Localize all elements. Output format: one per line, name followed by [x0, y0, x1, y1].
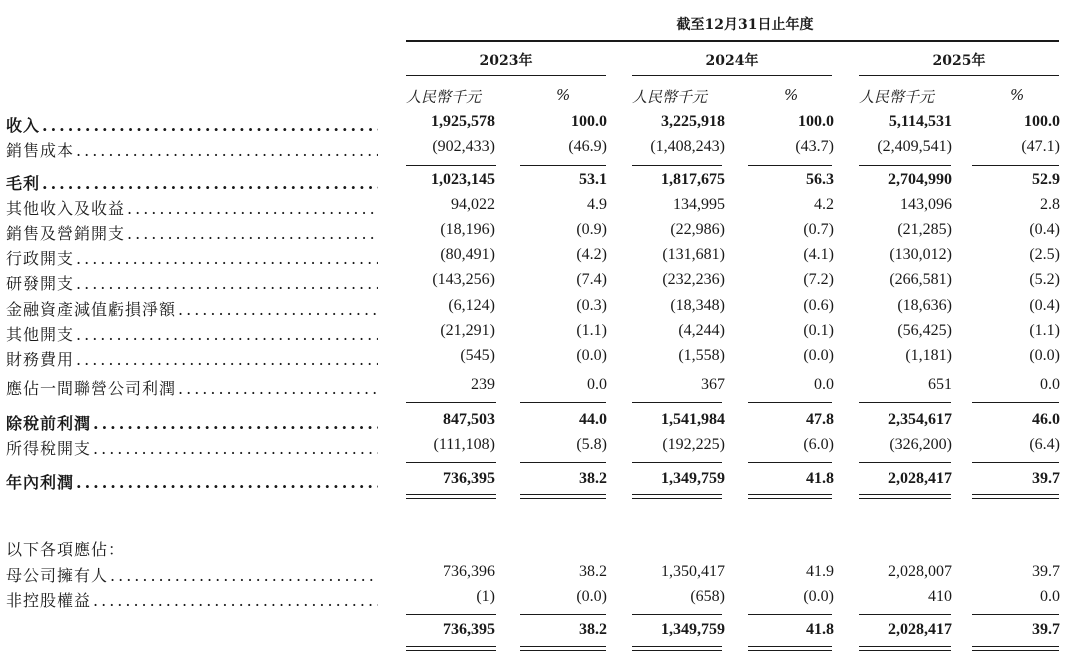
period-rule: [406, 40, 1059, 42]
cell-2023-rmb: (545): [460, 347, 495, 364]
cell-2025-pct: (5.2): [1029, 271, 1060, 288]
table-row: [0, 297, 1080, 321]
cell-2024-rmb: 1,541,984: [661, 411, 725, 428]
cell-2025-pct: (0.4): [1029, 221, 1060, 238]
cell-2025-rmb: 5,114,531: [888, 113, 952, 130]
total-double-rule: [632, 494, 722, 499]
row-label: 其他開支: [6, 325, 75, 344]
subtotal-rule: [859, 165, 951, 166]
table-row: [0, 621, 1080, 645]
total-double-rule: [859, 646, 951, 651]
unit-pct-2023: %: [556, 86, 571, 104]
subtotal-rule: [520, 402, 606, 403]
year-2024-header: 2024年: [705, 53, 759, 69]
row-label: 非控股權益: [6, 591, 92, 610]
cell-2024-pct: (0.7): [803, 221, 834, 238]
cell-2025-pct: (1.1): [1029, 322, 1060, 339]
row-label: 財務費用: [6, 350, 75, 369]
cell-2024-rmb: 1,349,759: [661, 621, 725, 638]
cell-2025-pct: 39.7: [1032, 563, 1060, 580]
cell-2024-pct: 4.2: [814, 196, 834, 213]
cell-2024-rmb: 1,350,417: [661, 563, 725, 580]
table-row: [0, 411, 1080, 435]
table-row: [0, 563, 1080, 587]
cell-2023-pct: (0.0): [576, 347, 607, 364]
subtotal-rule: [632, 402, 722, 403]
cell-2024-pct: 56.3: [806, 171, 834, 188]
cell-2025-rmb: (1,181): [905, 347, 952, 364]
row-label: 毛利: [6, 174, 41, 193]
cell-2025-rmb: 2,028,417: [888, 621, 952, 638]
row-label: 研發開支: [6, 274, 75, 293]
cell-2025-pct: (0.4): [1029, 297, 1060, 314]
cell-2023-rmb: 736,396: [443, 563, 495, 580]
cell-2023-pct: (0.9): [576, 221, 607, 238]
unit-rmb-2025: 人民幣千元: [859, 88, 935, 106]
subtotal-rule: [632, 462, 722, 463]
cell-2024-pct: (6.0): [803, 436, 834, 453]
table-row: [0, 470, 1080, 494]
cell-2023-rmb: 1,925,578: [431, 113, 495, 130]
cell-2024-rmb: 134,995: [673, 196, 725, 213]
table-row: [0, 347, 1080, 371]
cell-2025-pct: 0.0: [1040, 588, 1060, 605]
cell-2023-rmb: (21,291): [440, 322, 495, 339]
cell-2023-rmb: 847,503: [443, 411, 495, 428]
total-double-rule: [748, 646, 832, 651]
cell-2025-pct: 2.8: [1040, 196, 1060, 213]
table-row: [0, 246, 1080, 270]
table-row: [0, 113, 1080, 137]
cell-2025-pct: 52.9: [1032, 171, 1060, 188]
unit-pct-2025: %: [1010, 86, 1025, 104]
cell-2024-rmb: (1,408,243): [650, 138, 725, 155]
cell-2024-pct: (4.1): [803, 246, 834, 263]
cell-2024-pct: 41.8: [806, 470, 834, 487]
cell-2023-pct: 100.0: [571, 113, 607, 130]
subtotal-rule: [748, 165, 832, 166]
cell-2024-pct: (7.2): [803, 271, 834, 288]
cell-2023-pct: 53.1: [579, 171, 607, 188]
subtotal-rule: [520, 614, 606, 615]
cell-2024-pct: 47.8: [806, 411, 834, 428]
row-label: 行政開支: [6, 249, 75, 268]
row-label: 應佔一間聯營公司利潤: [6, 379, 177, 398]
subtotal-rule: [406, 462, 496, 463]
cell-2023-pct: 38.2: [579, 470, 607, 487]
table-row: [0, 322, 1080, 346]
cell-2023-rmb: (902,433): [432, 138, 495, 155]
cell-2025-rmb: (266,581): [889, 271, 952, 288]
cell-2024-pct: 100.0: [798, 113, 834, 130]
cell-2023-rmb: (18,196): [440, 221, 495, 238]
attributable-heading: 以下各項應佔：: [6, 540, 126, 559]
row-label: 年內利潤: [6, 473, 75, 492]
cell-2024-rmb: (22,986): [670, 221, 725, 238]
subtotal-rule: [748, 614, 832, 615]
cell-2025-rmb: (2,409,541): [877, 138, 952, 155]
cell-2024-rmb: (658): [690, 588, 725, 605]
row-label: 金融資產減值虧損淨額: [6, 300, 177, 319]
cell-2025-pct: (6.4): [1029, 436, 1060, 453]
cell-2023-pct: 4.9: [587, 196, 607, 213]
subtotal-rule: [406, 402, 496, 403]
year-2025-header: 2025年: [932, 53, 986, 69]
subtotal-rule: [632, 614, 722, 615]
total-double-rule: [748, 494, 832, 499]
row-label: 所得稅開支: [6, 439, 92, 458]
cell-2024-rmb: (131,681): [662, 246, 725, 263]
cell-2023-pct: 0.0: [587, 376, 607, 393]
row-label: 銷售及營銷開支: [6, 224, 126, 243]
period-header: 截至12月31日止年度: [676, 17, 814, 33]
cell-2024-pct: (0.0): [803, 588, 834, 605]
cell-2024-pct: (0.1): [803, 322, 834, 339]
row-label: 收入: [6, 116, 41, 135]
cell-2025-pct: 100.0: [1024, 113, 1060, 130]
total-double-rule: [406, 494, 496, 499]
cell-2024-rmb: 367: [701, 376, 725, 393]
cell-2023-pct: (0.0): [576, 588, 607, 605]
cell-2025-rmb: (56,425): [897, 322, 952, 339]
cell-2024-rmb: (4,244): [678, 322, 725, 339]
table-row: [0, 138, 1080, 162]
cell-2025-pct: 39.7: [1032, 621, 1060, 638]
total-double-rule: [520, 646, 606, 651]
cell-2025-rmb: 410: [928, 588, 952, 605]
cell-2023-pct: 38.2: [579, 563, 607, 580]
table-row: [0, 221, 1080, 245]
cell-2023-rmb: 736,395: [443, 470, 495, 487]
cell-2025-rmb: (21,285): [897, 221, 952, 238]
table-row: [0, 436, 1080, 460]
cell-2025-pct: 46.0: [1032, 411, 1060, 428]
cell-2024-pct: 0.0: [814, 376, 834, 393]
subtotal-rule: [972, 462, 1059, 463]
cell-2025-rmb: 2,704,990: [888, 171, 952, 188]
cell-2023-pct: (46.9): [568, 138, 607, 155]
cell-2025-pct: 0.0: [1040, 376, 1060, 393]
total-double-rule: [520, 494, 606, 499]
cell-2025-rmb: 143,096: [900, 196, 952, 213]
cell-2023-rmb: (6,124): [448, 297, 495, 314]
total-double-rule: [859, 494, 951, 499]
total-double-rule: [972, 646, 1059, 651]
cell-2023-rmb: 94,022: [451, 196, 495, 213]
cell-2023-rmb: (111,108): [433, 436, 495, 453]
unit-pct-2024: %: [784, 86, 799, 104]
cell-2025-pct: (2.5): [1029, 246, 1060, 263]
cell-2024-pct: (43.7): [795, 138, 834, 155]
total-double-rule: [972, 494, 1059, 499]
cell-2025-rmb: 651: [928, 376, 952, 393]
cell-2023-rmb: (143,256): [432, 271, 495, 288]
cell-2023-rmb: 239: [471, 376, 495, 393]
row-label: 除稅前利潤: [6, 414, 92, 433]
cell-2024-rmb: 1,349,759: [661, 470, 725, 487]
cell-2025-rmb: (18,636): [897, 297, 952, 314]
year-2023-rule: [406, 75, 606, 76]
cell-2023-pct: 38.2: [579, 621, 607, 638]
subtotal-rule: [748, 462, 832, 463]
subtotal-rule: [406, 614, 496, 615]
cell-2024-rmb: (232,236): [662, 271, 725, 288]
cell-2023-pct: (0.3): [576, 297, 607, 314]
cell-2023-rmb: (80,491): [440, 246, 495, 263]
year-2023-header: 2023年: [479, 53, 533, 69]
subtotal-rule: [972, 614, 1059, 615]
subtotal-rule: [859, 614, 951, 615]
cell-2024-rmb: 3,225,918: [661, 113, 725, 130]
cell-2025-pct: (0.0): [1029, 347, 1060, 364]
cell-2023-pct: (4.2): [576, 246, 607, 263]
year-2024-rule: [632, 75, 832, 76]
row-label: 母公司擁有人: [6, 566, 109, 585]
cell-2024-pct: 41.8: [806, 621, 834, 638]
cell-2023-pct: (7.4): [576, 271, 607, 288]
cell-2023-pct: 44.0: [579, 411, 607, 428]
cell-2023-rmb: 1,023,145: [431, 171, 495, 188]
table-row: [0, 271, 1080, 295]
subtotal-rule: [406, 165, 496, 166]
cell-2024-pct: (0.0): [803, 347, 834, 364]
table-row: [0, 588, 1080, 612]
cell-2024-rmb: (18,348): [670, 297, 725, 314]
cell-2023-pct: (5.8): [576, 436, 607, 453]
subtotal-rule: [972, 165, 1059, 166]
row-label: 其他收入及收益: [6, 199, 126, 218]
attributable-heading-row: [0, 537, 1080, 561]
subtotal-rule: [972, 402, 1059, 403]
cell-2024-pct: (0.6): [803, 297, 834, 314]
total-double-rule: [632, 646, 722, 651]
row-label: 銷售成本: [6, 141, 75, 160]
table-row: [0, 171, 1080, 195]
unit-rmb-2023: 人民幣千元: [406, 88, 482, 106]
cell-2025-rmb: 2,354,617: [888, 411, 952, 428]
cell-2025-rmb: 2,028,417: [888, 470, 952, 487]
cell-2023-rmb: (1): [476, 588, 495, 605]
total-double-rule: [406, 646, 496, 651]
cell-2025-rmb: (130,012): [889, 246, 952, 263]
cell-2025-pct: 39.7: [1032, 470, 1060, 487]
cell-2024-rmb: 1,817,675: [661, 171, 725, 188]
cell-2024-rmb: (192,225): [662, 436, 725, 453]
table-row: [0, 196, 1080, 220]
subtotal-rule: [520, 462, 606, 463]
subtotal-rule: [520, 165, 606, 166]
cell-2025-pct: (47.1): [1021, 138, 1060, 155]
year-2025-rule: [859, 75, 1059, 76]
cell-2024-pct: 41.9: [806, 563, 834, 580]
subtotal-rule: [748, 402, 832, 403]
unit-rmb-2024: 人民幣千元: [632, 88, 708, 106]
cell-2024-rmb: (1,558): [678, 347, 725, 364]
cell-2025-rmb: 2,028,007: [888, 563, 952, 580]
subtotal-rule: [632, 165, 722, 166]
cell-2023-rmb: 736,395: [443, 621, 495, 638]
subtotal-rule: [859, 462, 951, 463]
subtotal-rule: [859, 402, 951, 403]
table-row: [0, 376, 1080, 400]
cell-2023-pct: (1.1): [576, 322, 607, 339]
cell-2025-rmb: (326,200): [889, 436, 952, 453]
